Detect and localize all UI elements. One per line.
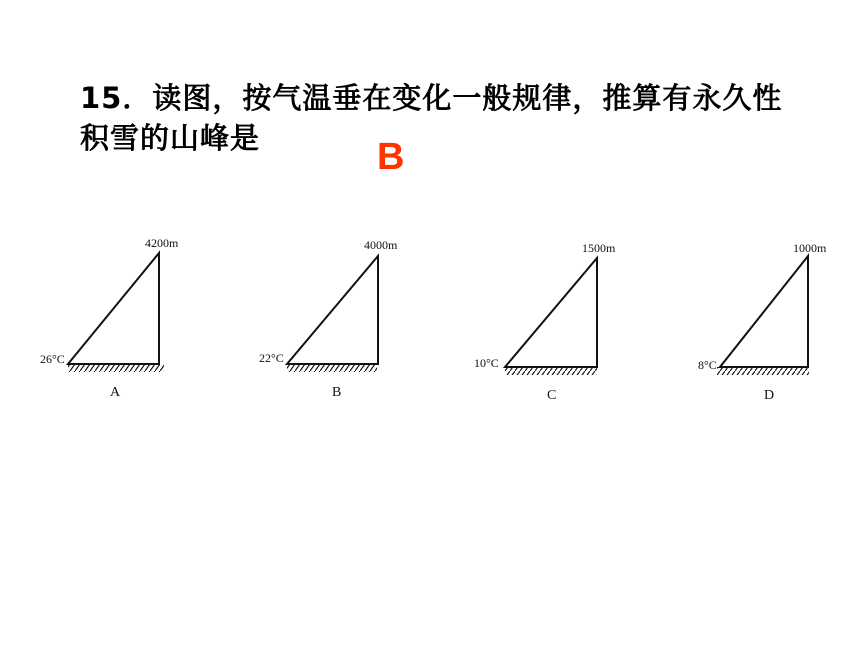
option-label-d: D xyxy=(764,388,775,403)
question-number: 15 xyxy=(80,81,123,115)
figure-a xyxy=(40,236,179,400)
mountain-triangle-d xyxy=(720,256,808,367)
mountain-triangle-a xyxy=(68,253,159,364)
mountain-triangle-b xyxy=(287,256,378,364)
mountain-triangle-c xyxy=(505,258,597,367)
figure-c xyxy=(474,241,616,403)
base-temp-a: 26°C xyxy=(40,352,65,366)
base-temp-c: 10°C xyxy=(474,356,499,370)
summit-height-a: 4200m xyxy=(145,236,179,250)
ground-hatch-c xyxy=(505,367,597,375)
summit-height-d: 1000m xyxy=(793,241,827,255)
summit-height-b: 4000m xyxy=(364,238,398,252)
ground-hatch-b xyxy=(287,364,377,372)
ground-hatch-d xyxy=(717,367,809,375)
answer-mark: B xyxy=(377,136,405,178)
question-body: ．读图，按气温垂在变化一般规律，推算有永久性积雪的山峰是 xyxy=(80,81,783,155)
ground-hatch-a xyxy=(68,364,164,372)
base-temp-d: 8°C xyxy=(698,358,717,372)
base-temp-b: 22°C xyxy=(259,351,284,365)
option-label-c: C xyxy=(547,388,557,403)
figure-d xyxy=(698,241,827,403)
option-label-b: B xyxy=(332,385,342,400)
option-label-a: A xyxy=(110,385,121,400)
figure-b xyxy=(259,238,398,400)
summit-height-c: 1500m xyxy=(582,241,616,255)
